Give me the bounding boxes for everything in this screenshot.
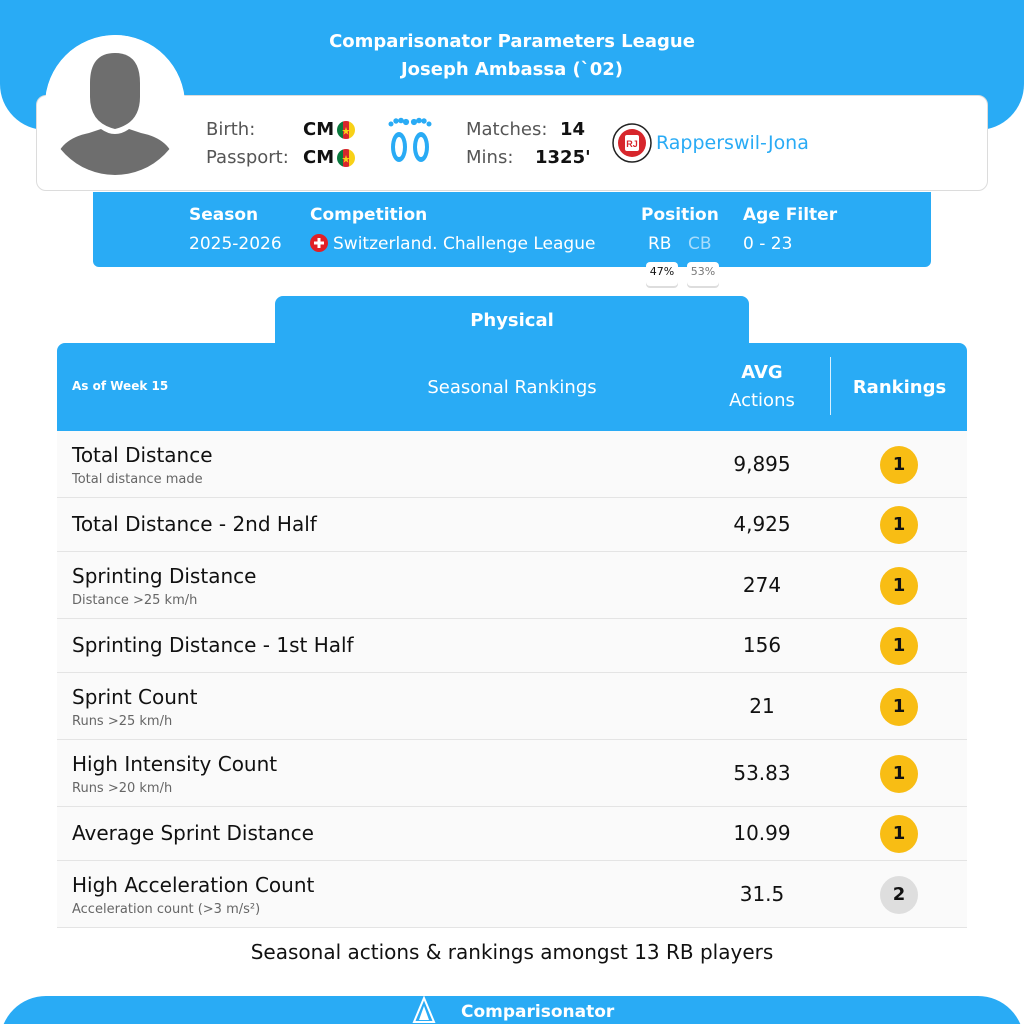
cameroon-flag-icon [337, 149, 355, 167]
metric-name: High Acceleration Count [72, 873, 315, 897]
rank-badge: 1 [880, 755, 918, 793]
metric-name: Sprint Count [72, 685, 198, 709]
table-row[interactable] [57, 807, 967, 861]
position-cb-pct: 53% [687, 262, 719, 286]
passport-label: Passport: [206, 147, 289, 168]
table-row[interactable] [57, 552, 967, 619]
table-row[interactable] [57, 673, 967, 740]
metric-description: Distance >25 km/h [72, 593, 198, 608]
metric-value: 21 [749, 694, 775, 718]
mins-label: Mins: [466, 147, 514, 168]
metric-name: Sprinting Distance [72, 564, 257, 588]
as-of-week: As of Week 15 [72, 379, 169, 393]
season-value[interactable]: 2025-2026 [189, 234, 282, 254]
mins-value: 1325' [535, 147, 591, 168]
table-row[interactable] [57, 619, 967, 673]
season-label: Season [189, 205, 259, 225]
league-title: Comparisonator Parameters League [329, 31, 695, 52]
avatar-silhouette-icon [45, 35, 185, 175]
rankings-header: Rankings [852, 377, 947, 398]
table-row[interactable] [57, 431, 967, 498]
player-avatar [45, 35, 185, 175]
club-badge-text: RJ [626, 139, 638, 149]
metric-name: Average Sprint Distance [72, 821, 314, 845]
table-row[interactable] [57, 740, 967, 807]
position-label: Position [641, 205, 719, 225]
age-filter-label: Age Filter [743, 205, 838, 225]
metric-value: 9,895 [733, 452, 791, 476]
club-crest-icon [612, 123, 652, 167]
matches-label: Matches: [466, 119, 548, 140]
metric-value: 10.99 [733, 821, 791, 845]
brand-name: Comparisonator [461, 1002, 615, 1022]
cameroon-flag-icon [337, 121, 355, 139]
age-filter-value[interactable]: 0 - 23 [743, 234, 793, 254]
matches-value: 14 [560, 119, 586, 140]
seasonal-rankings-header: Seasonal Rankings [427, 377, 597, 398]
avg-header: AVG [741, 362, 783, 383]
birth-value: CM [303, 119, 335, 140]
tab-physical[interactable]: Physical [275, 296, 749, 346]
player-name: Joseph Ambassa (`02) [400, 59, 623, 80]
metric-name: High Intensity Count [72, 752, 278, 776]
competition-label: Competition [310, 205, 428, 225]
table-row[interactable] [57, 498, 967, 552]
position-rb[interactable]: RB [648, 234, 672, 254]
metric-name: Total Distance [72, 443, 213, 467]
position-cb[interactable]: CB [688, 234, 712, 254]
position-rb-pct: 47% [646, 262, 678, 286]
competition-value[interactable]: Switzerland. Challenge League [333, 234, 596, 254]
birth-label: Birth: [206, 119, 256, 140]
metric-name: Sprinting Distance - 1st Half [72, 633, 354, 657]
rank-badge: 2 [880, 876, 918, 914]
metric-description: Total distance made [72, 472, 203, 487]
metric-value: 4,925 [733, 512, 791, 536]
rank-badge: 1 [880, 627, 918, 665]
rank-badge: 1 [880, 567, 918, 605]
switzerland-flag-icon [310, 234, 328, 252]
rank-badge: 1 [880, 506, 918, 544]
filter-bar [93, 192, 931, 267]
club-name: Rapperswil-Jona [656, 132, 809, 154]
metric-value: 274 [742, 573, 782, 597]
metric-name: Total Distance - 2nd Half [72, 512, 317, 536]
metric-description: Runs >25 km/h [72, 714, 173, 729]
header-divider [830, 357, 831, 415]
rank-badge: 1 [880, 815, 918, 853]
metrics-table [57, 431, 967, 928]
footnote: Seasonal actions & rankings amongst 13 RB players [250, 940, 774, 964]
table-header [57, 343, 967, 431]
passport-value: CM [303, 147, 335, 168]
rank-badge: 1 [880, 688, 918, 726]
comparisonator-logo-icon [410, 996, 438, 1024]
actions-header: Actions [729, 390, 795, 411]
rank-badge: 1 [880, 446, 918, 484]
metric-value: 31.5 [739, 882, 785, 906]
table-row[interactable] [57, 861, 967, 928]
footprints-icon [380, 113, 440, 177]
metric-value: 156 [742, 633, 782, 657]
metric-description: Acceleration count (>3 m/s²) [72, 902, 261, 917]
metric-description: Runs >20 km/h [72, 781, 173, 796]
metric-value: 53.83 [733, 761, 791, 785]
